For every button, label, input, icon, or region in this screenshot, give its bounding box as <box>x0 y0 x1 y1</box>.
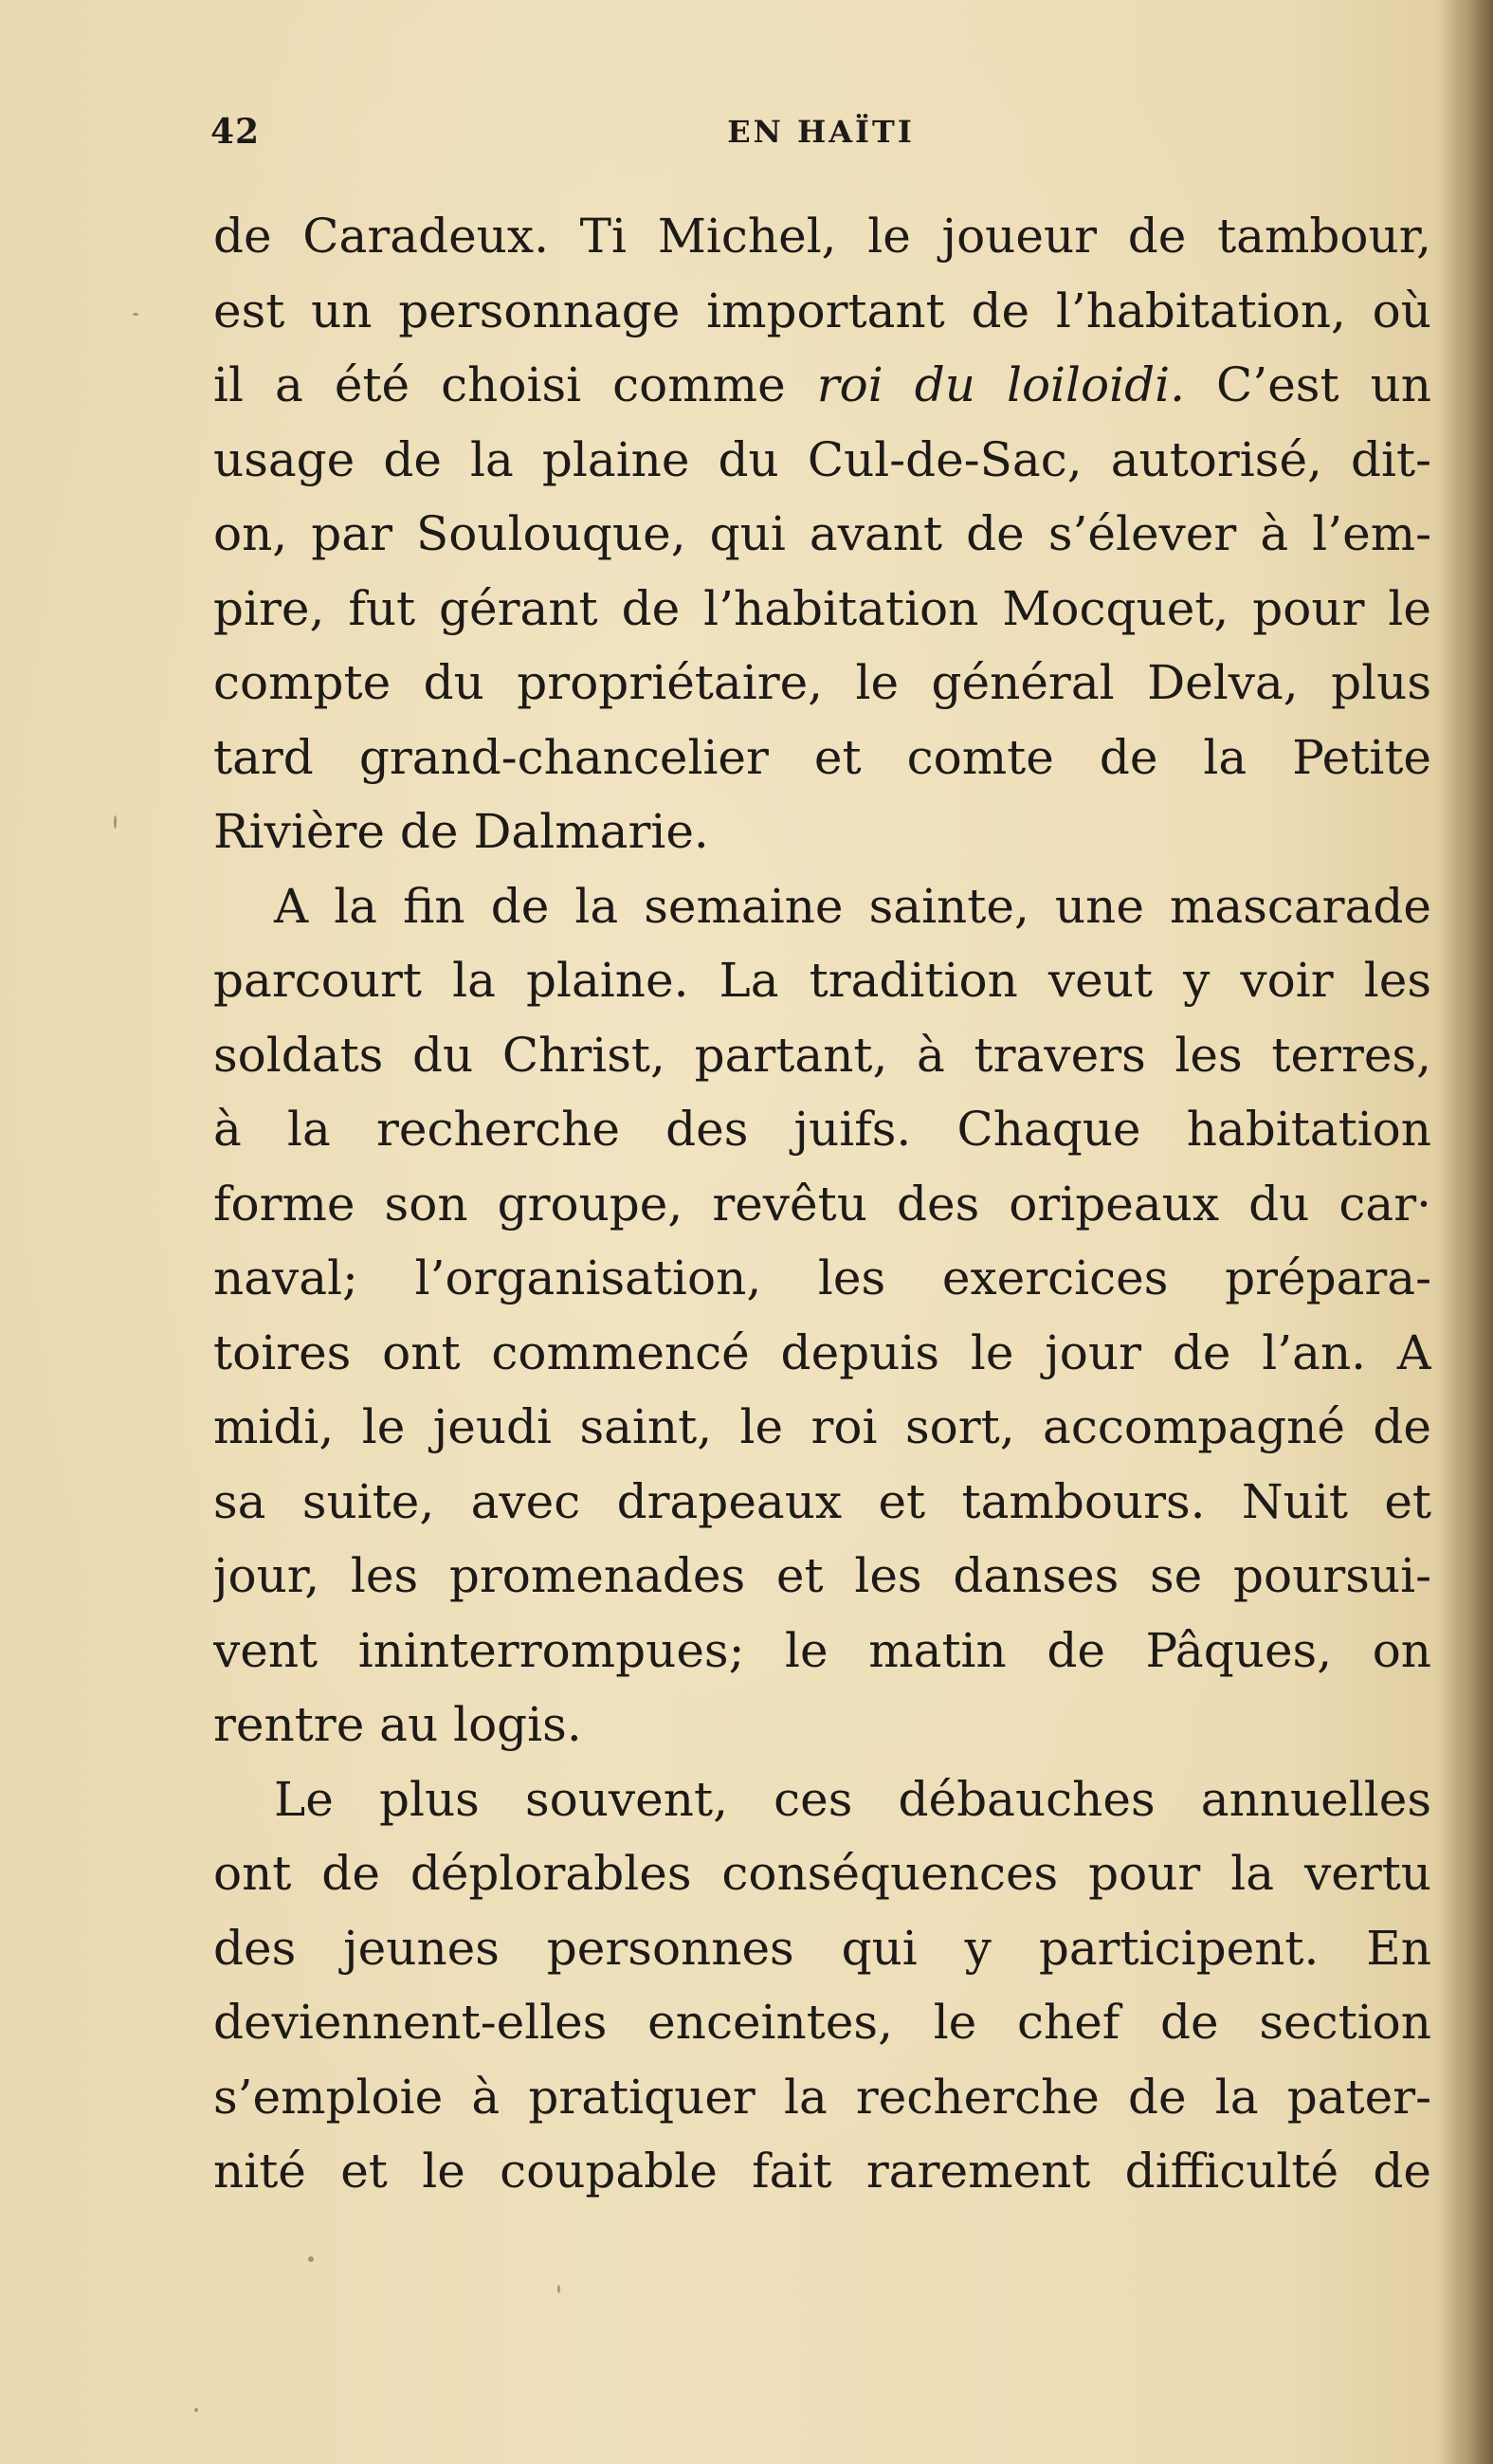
text-line: toires ont commencé depuis le jour de l’an. A <box>213 1324 1431 1380</box>
paper-speck <box>557 2285 560 2293</box>
paragraph-end-line: rentre au logis. <box>213 1697 582 1752</box>
text-line: naval; l’organisation, les exercices prépara- <box>213 1250 1431 1305</box>
paper-speck <box>194 2408 198 2412</box>
page-number: 42 <box>210 112 261 152</box>
text-line: midi, le jeudi saint, le roi sort, accompagné de <box>213 1399 1431 1454</box>
paper-speck <box>133 313 138 316</box>
text-span: C’est un <box>1185 357 1431 412</box>
text-line: compte du propriétaire, le général Delva, plus <box>213 655 1431 710</box>
text-line: de Caradeux. Ti Michel, le joueur de tambour, <box>213 209 1431 264</box>
text-line: ont de déplorables conséquences pour la vertu <box>213 1846 1431 1901</box>
text-line: pire, fut gérant de l’habitation Mocquet, pour le <box>213 580 1431 636</box>
text-line <box>213 348 1431 423</box>
text-line: deviennent-elles enceintes, le chef de section <box>213 1995 1431 2050</box>
text-line: est un personnage important de l’habitation, où <box>213 283 1431 338</box>
body-text <box>213 199 1431 2209</box>
text-line: vent ininterrompues; le matin de Pâques, on <box>213 1622 1431 1678</box>
text-line: forme son groupe, revêtu des oripeaux du car· <box>213 1176 1431 1232</box>
italic-phrase: roi du loiloidi. <box>816 357 1186 412</box>
text-line: des jeunes personnes qui y participent. En <box>213 1920 1431 1976</box>
page-edge-shadow <box>1441 0 1493 2464</box>
paper-speck <box>308 2256 314 2262</box>
text-line: s’emploie à pratiquer la recherche de la pater- <box>213 2069 1431 2125</box>
text-line: à la recherche des juifs. Chaque habitation <box>213 1102 1431 1157</box>
text-line: sa suite, avec drapeaux et tambours. Nuit et <box>213 1473 1431 1529</box>
text-line: parcourt la plaine. La tradition veut y voir les <box>213 953 1431 1008</box>
text-span: il a été choisi comme <box>213 357 817 412</box>
paragraph-end-line: Rivière de Dalmarie. <box>213 804 709 859</box>
text-line: soldats du Christ, partant, à travers les terres, <box>213 1027 1431 1083</box>
paper-speck <box>114 815 117 829</box>
text-line: tard grand-chancelier et comte de la Petite <box>213 729 1431 785</box>
text-line: on, par Soulouque, qui avant de s’élever à l’em- <box>213 506 1431 561</box>
paragraph-start-line: A la fin de la semaine sainte, une mascarade <box>274 878 1431 934</box>
running-title: EN HAÏTI <box>727 114 915 150</box>
text-line: usage de la plaine du Cul-de-Sac, autorisé, dit- <box>213 431 1431 487</box>
paragraph-start-line: Le plus souvent, ces débauches annuelles <box>274 1771 1431 1827</box>
text-line: nité et le coupable fait rarement difficulté de <box>213 2144 1431 2199</box>
text-line: jour, les promenades et les danses se poursui- <box>213 1548 1431 1603</box>
running-header <box>210 112 1431 159</box>
